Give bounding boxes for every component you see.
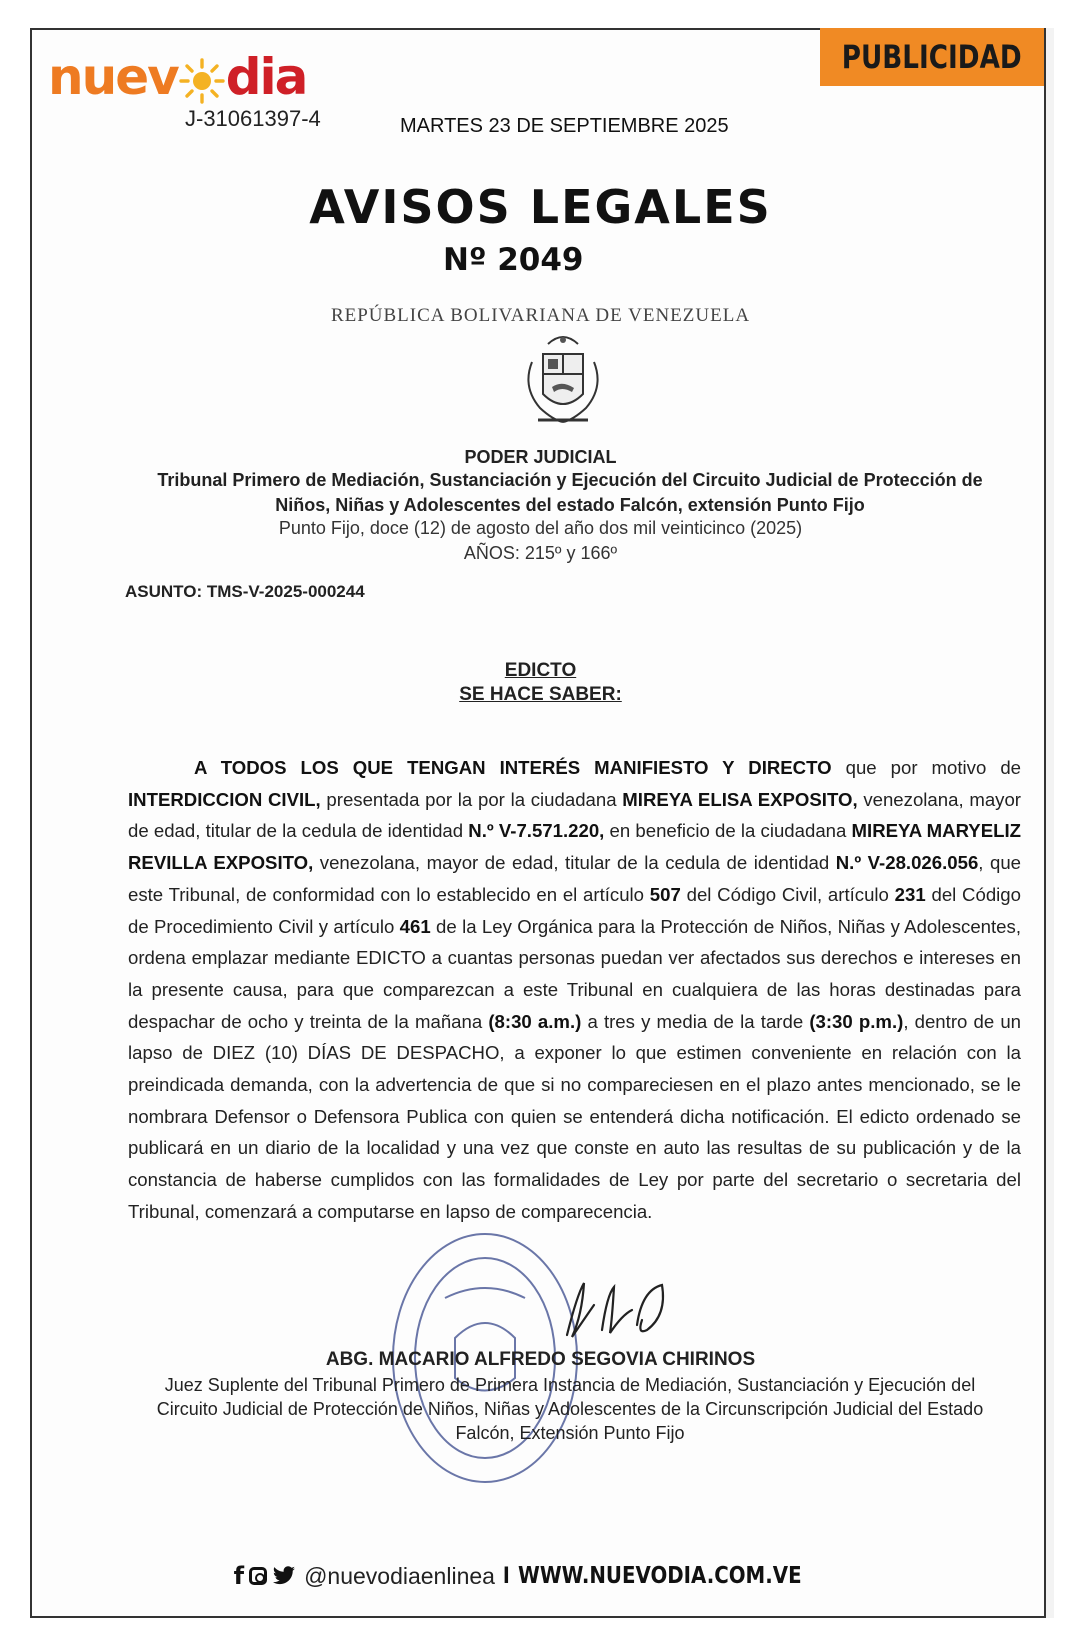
judicial-power-heading: PODER JUDICIAL (464, 447, 617, 467)
republic-heading: REPÚBLICA BOLIVARIANA DE VENEZUELA (330, 305, 751, 326)
coat-of-arms-icon (518, 332, 608, 432)
instagram-icon[interactable] (249, 1567, 267, 1585)
edict-heading: EDICTO (504, 660, 577, 681)
judge-signature (562, 1275, 672, 1350)
judge-name: ABG. MACARIO ALFREDO SEGOVIA CHIRINOS (325, 1349, 756, 1370)
twitter-icon[interactable] (272, 1566, 296, 1586)
brand-logo (48, 48, 306, 108)
issue-number: Nº 2049 (443, 242, 584, 278)
facebook-icon[interactable]: f (233, 1562, 245, 1590)
footer-separator: I (502, 1562, 510, 1589)
brand-name-right: dia (225, 48, 307, 107)
rif-number: J-31061397-4 (185, 106, 321, 131)
notice-heading: SE HACE SABER: (459, 684, 622, 705)
edict-body: A TODOS LOS QUE TENGAN INTERÉS MANIFIESTO Y DIRECTO que por motivo de INTERDICCION CIVIL, presentada por la por la ciudadana MIREYA ELISA EXPOSITO, venezolana, mayor de edad, titular de la cedula de identidad N.º V-7.571.220, en beneficio de la ciudadana MIREYA MARYELIZ REVILLA EXPOSITO, venezolana, mayor de edad, titular de la cedula de identidad N.º V-28.026.056, que este Tribunal, de conformidad con lo establecido en el artículo 507 del Código Civil, artículo 231 del Código de Procedimiento Civil y artículo 461 de la Ley Orgánica para la Protección de Niños, Niñas y Adolescentes, ordena emplazar mediante EDICTO a cuantas personas puedan ver afectados sus derechos e intereses en la presente causa, para que comparezcan a este Tribunal en cualquiera de las horas destinadas para despachar de ocho y treinta de la mañana (8:30 a.m.) a tres y media de la tarde (3:30 p.m.), dentro de un lapso de DIEZ (10) DÍAS DE DESPACHO, a exponer lo que estimen conveniente en relación con la preindicada demanda, con la advertencia de que si no compareciesen en el plazo antes mencionado, se le nombrara Defensor o Defensora Publica con quien se entenderá dicha notificación. El edicto ordenado se publicará en un diario de la localidad y una vez que conste en auto las resultas de su publicación y de la constancia de haberse cumplidos con las formalidades de Ley por parte del secretario o secretaria del Tribunal, comenzará a computarse en lapso de comparecencia. (128, 757, 1022, 1222)
publication-date: MARTES 23 DE SEPTIEMBRE 2025 (400, 115, 729, 137)
place-and-date: Punto Fijo, doce (12) de agosto del año dos mil veinticinco (2025) (278, 518, 803, 538)
social-handle[interactable]: @nuevodiaenlinea (304, 1562, 495, 1589)
website-link[interactable]: WWW.NUEVODIA.COM.VE (517, 1563, 802, 1589)
sun-logo-icon (179, 58, 225, 104)
judge-title: Juez Suplente del Tribunal Primero de Primera Instancia de Mediación, Sustanciación y Ejecución del Circuito Judicial de Protección de Niños, Niñas y Adolescentes de la Circunscripción Judicial del Estado Falcón, Extensión Punto Fijo (156, 1375, 984, 1443)
publicidad-badge (820, 28, 1044, 86)
brand-name-left: nuev (48, 48, 178, 107)
years-line: AÑOS: 215º y 166º (463, 543, 618, 563)
social-icons (234, 1562, 296, 1590)
page-title: AVISOS LEGALES (309, 180, 772, 234)
case-number: ASUNTO: TMS-V-2025-000244 (125, 582, 365, 601)
page-edge (1046, 28, 1054, 1618)
tribunal-name: Tribunal Primero de Mediación, Sustanciación y Ejecución del Circuito Judicial de Protección de Niños, Niñas y Adolescentes del estado Falcón, extensión Punto Fijo (157, 470, 983, 515)
publicidad-label: PUBLICIDAD (842, 38, 1022, 76)
footer (0, 1562, 1081, 1590)
